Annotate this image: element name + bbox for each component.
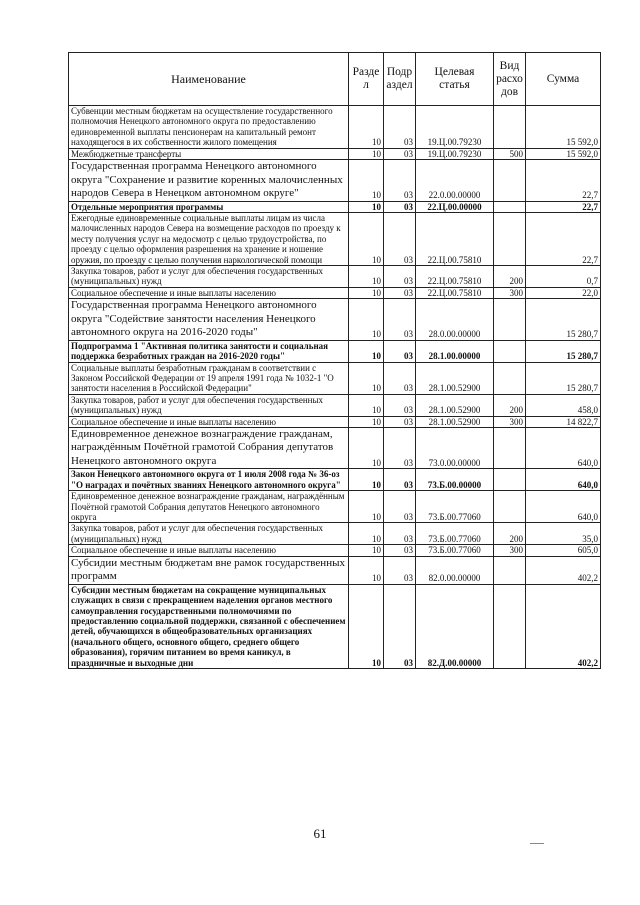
row-vid: [494, 340, 526, 362]
table-row: [69, 212, 601, 265]
row-summa: 22,0: [526, 287, 601, 298]
row-summa: 0,7: [526, 265, 601, 287]
row-target: 82.0.00.00000: [416, 556, 494, 584]
table-row: [69, 545, 601, 556]
row-summa: 402,2: [526, 584, 601, 668]
row-razdel: 10: [349, 556, 384, 584]
row-summa: 640,0: [526, 469, 601, 491]
row-razdel: 10: [349, 469, 384, 491]
row-razdel: 10: [349, 299, 384, 341]
row-razdel: 10: [349, 584, 384, 668]
header-podrazdel: Подр аздел: [384, 53, 416, 106]
row-podrazdel: 03: [384, 584, 416, 668]
row-name: Ежегодные единовременные социальные выплаты лицам из числа малочисленных народов Севера на возмещение расходов по проезду к месту получения услуг на медосмотр с целью трудоустройства, по проезду с целью оформления разрешения на хранение и ношение оружия, по проезду с целью получения наркологической помощи: [69, 212, 349, 265]
table-row: [69, 106, 601, 149]
table-row: [69, 160, 601, 202]
row-target: 28.1.00.52900: [416, 394, 494, 416]
table-body: [69, 106, 601, 669]
row-podrazdel: 03: [384, 416, 416, 427]
row-target: 73.Б.00.77060: [416, 491, 494, 523]
row-summa: 14 822,7: [526, 416, 601, 427]
row-vid: 300: [494, 545, 526, 556]
row-vid: [494, 427, 526, 469]
row-vid: [494, 556, 526, 584]
row-target: 19.Ц.00.79230: [416, 106, 494, 149]
table-row: [69, 148, 601, 159]
row-razdel: 10: [349, 362, 384, 394]
row-razdel: 10: [349, 394, 384, 416]
table-header: [69, 53, 601, 106]
row-podrazdel: 03: [384, 160, 416, 202]
row-podrazdel: 03: [384, 556, 416, 584]
row-vid: 200: [494, 523, 526, 545]
row-razdel: 10: [349, 416, 384, 427]
row-name: Социальное обеспечение и иные выплаты населению: [69, 545, 349, 556]
row-summa: 22,7: [526, 201, 601, 212]
row-summa: 640,0: [526, 491, 601, 523]
row-target: 22.0.00.00000: [416, 160, 494, 202]
table-row: [69, 416, 601, 427]
row-target: 73.Б.00.77060: [416, 545, 494, 556]
table-row: [69, 299, 601, 341]
row-vid: [494, 584, 526, 668]
row-vid: [494, 299, 526, 341]
budget-table: [68, 52, 601, 669]
row-vid: [494, 491, 526, 523]
row-name: Субвенции местным бюджетам на осуществление государственного полномочия Ненецкого автономного округа по предоставлению единовременной выплаты пенсионерам на капитальный ремонт находящегося в их собственности жилого помещения: [69, 106, 349, 149]
header-summa: Сумма: [526, 53, 601, 106]
table-row: [69, 523, 601, 545]
table-row: [69, 201, 601, 212]
row-name: Субсидии местным бюджетам вне рамок государственных программ: [69, 556, 349, 584]
row-target: 28.1.00.00000: [416, 340, 494, 362]
row-target: 73.Б.00.00000: [416, 469, 494, 491]
row-razdel: 10: [349, 106, 384, 149]
row-summa: 605,0: [526, 545, 601, 556]
row-target: 28.1.00.52900: [416, 362, 494, 394]
row-podrazdel: 03: [384, 299, 416, 341]
table-row: [69, 265, 601, 287]
row-vid: 500: [494, 148, 526, 159]
row-name: Закупка товаров, работ и услуг для обеспечения государственных (муниципальных) нужд: [69, 394, 349, 416]
row-target: 28.0.00.00000: [416, 299, 494, 341]
row-summa: 458,0: [526, 394, 601, 416]
row-target: 28.1.00.52900: [416, 416, 494, 427]
row-summa: 15 592,0: [526, 148, 601, 159]
row-summa: 15 592,0: [526, 106, 601, 149]
row-summa: 15 280,7: [526, 299, 601, 341]
row-target: 73.0.00.00000: [416, 427, 494, 469]
table-row: [69, 491, 601, 523]
row-name: Единовременное денежное вознаграждение гражданам, награждённым Почётной грамотой Собрания депутатов Ненецкого автономного округа: [69, 427, 349, 469]
row-name: Единовременное денежное вознаграждение гражданам, награждённым Почётной грамотой Собрания депутатов Ненецкого автономного округа: [69, 491, 349, 523]
row-podrazdel: 03: [384, 212, 416, 265]
table-row: [69, 469, 601, 491]
row-podrazdel: 03: [384, 469, 416, 491]
row-name: Социальные выплаты безработным гражданам в соответствии с Законом Российской Федерации от 19 апреля 1991 года № 1032-1 "О занятости населения в Российской Федерации": [69, 362, 349, 394]
row-razdel: 10: [349, 265, 384, 287]
row-target: 73.Б.00.77060: [416, 523, 494, 545]
row-podrazdel: 03: [384, 362, 416, 394]
row-name: Государственная программа Ненецкого автономного округа "Содействие занятости населения Ненецкого автономного округа на 2016-2020 годы": [69, 299, 349, 341]
row-podrazdel: 03: [384, 545, 416, 556]
table-row: [69, 340, 601, 362]
row-vid: 300: [494, 416, 526, 427]
row-name: Закупка товаров, работ и услуг для обеспечения государственных (муниципальных) нужд: [69, 265, 349, 287]
row-podrazdel: 03: [384, 287, 416, 298]
row-name: Закон Ненецкого автономного округа от 1 июля 2008 года № 36-оз "О наградах и почётных званиях Ненецкого автономного округа": [69, 469, 349, 491]
row-razdel: 10: [349, 523, 384, 545]
row-razdel: 10: [349, 491, 384, 523]
row-podrazdel: 03: [384, 394, 416, 416]
row-summa: 640,0: [526, 427, 601, 469]
row-podrazdel: 03: [384, 265, 416, 287]
row-summa: 15 280,7: [526, 362, 601, 394]
row-vid: 200: [494, 265, 526, 287]
row-razdel: 10: [349, 148, 384, 159]
row-target: 22.Ц.00.00000: [416, 201, 494, 212]
row-target: 82.Д.00.00000: [416, 584, 494, 668]
table-row: [69, 556, 601, 584]
row-vid: [494, 160, 526, 202]
row-podrazdel: 03: [384, 523, 416, 545]
row-target: 22.Ц.00.75810: [416, 265, 494, 287]
row-summa: 22,7: [526, 160, 601, 202]
header-name: Наименование: [69, 53, 349, 106]
row-vid: [494, 106, 526, 149]
table-row: [69, 287, 601, 298]
row-vid: [494, 212, 526, 265]
header-vid: Вид расхо дов: [494, 53, 526, 106]
row-summa: 15 280,7: [526, 340, 601, 362]
row-podrazdel: 03: [384, 427, 416, 469]
row-razdel: 10: [349, 427, 384, 469]
row-vid: [494, 469, 526, 491]
row-summa: 402,2: [526, 556, 601, 584]
row-name: Отдельные мероприятия программы: [69, 201, 349, 212]
row-podrazdel: 03: [384, 201, 416, 212]
row-razdel: 10: [349, 212, 384, 265]
row-razdel: 10: [349, 201, 384, 212]
table-row: [69, 362, 601, 394]
row-podrazdel: 03: [384, 340, 416, 362]
row-vid: 300: [494, 287, 526, 298]
table-row: [69, 394, 601, 416]
row-target: 19.Ц.00.79230: [416, 148, 494, 159]
row-podrazdel: 03: [384, 106, 416, 149]
table-row: [69, 427, 601, 469]
row-target: 22.Ц.00.75810: [416, 212, 494, 265]
row-podrazdel: 03: [384, 148, 416, 159]
row-name: Социальное обеспечение и иные выплаты населению: [69, 287, 349, 298]
row-name: Закупка товаров, работ и услуг для обеспечения государственных (муниципальных) нужд: [69, 523, 349, 545]
row-razdel: 10: [349, 545, 384, 556]
row-summa: 35,0: [526, 523, 601, 545]
row-razdel: 10: [349, 340, 384, 362]
row-podrazdel: 03: [384, 491, 416, 523]
row-vid: [494, 362, 526, 394]
row-vid: [494, 201, 526, 212]
row-vid: 200: [494, 394, 526, 416]
row-razdel: 10: [349, 160, 384, 202]
row-name: Межбюджетные трансферты: [69, 148, 349, 159]
header-row: [69, 53, 601, 106]
row-name: Подпрограмма 1 "Активная политика занятости и социальная поддержка безработных граждан на 2016-2020 годы": [69, 340, 349, 362]
header-razdel: Разде л: [349, 53, 384, 106]
row-summa: 22,7: [526, 212, 601, 265]
header-target: Целевая статья: [416, 53, 494, 106]
row-name: Социальное обеспечение и иные выплаты населению: [69, 416, 349, 427]
table-row: [69, 584, 601, 668]
row-name: Государственная программа Ненецкого автономного округа "Сохранение и развитие коренных малочисленных народов Севера в Ненецком автономном округе": [69, 160, 349, 202]
page-number: 61: [313, 826, 327, 841]
page-mark: [530, 843, 544, 844]
row-name: Субсидии местным бюджетам на сокращение муниципальных служащих в связи с прекращением наделения органов местного самоуправления государственными полномочиями по предоставлению социальной поддержки, связанной с обеспечением детей, обучающихся в общеобразовательных организациях (начального общего, основного общего, среднего общего образования), горячим питанием во время каникул, в праздничные и выходные дни: [69, 584, 349, 668]
row-target: 22.Ц.00.75810: [416, 287, 494, 298]
row-razdel: 10: [349, 287, 384, 298]
